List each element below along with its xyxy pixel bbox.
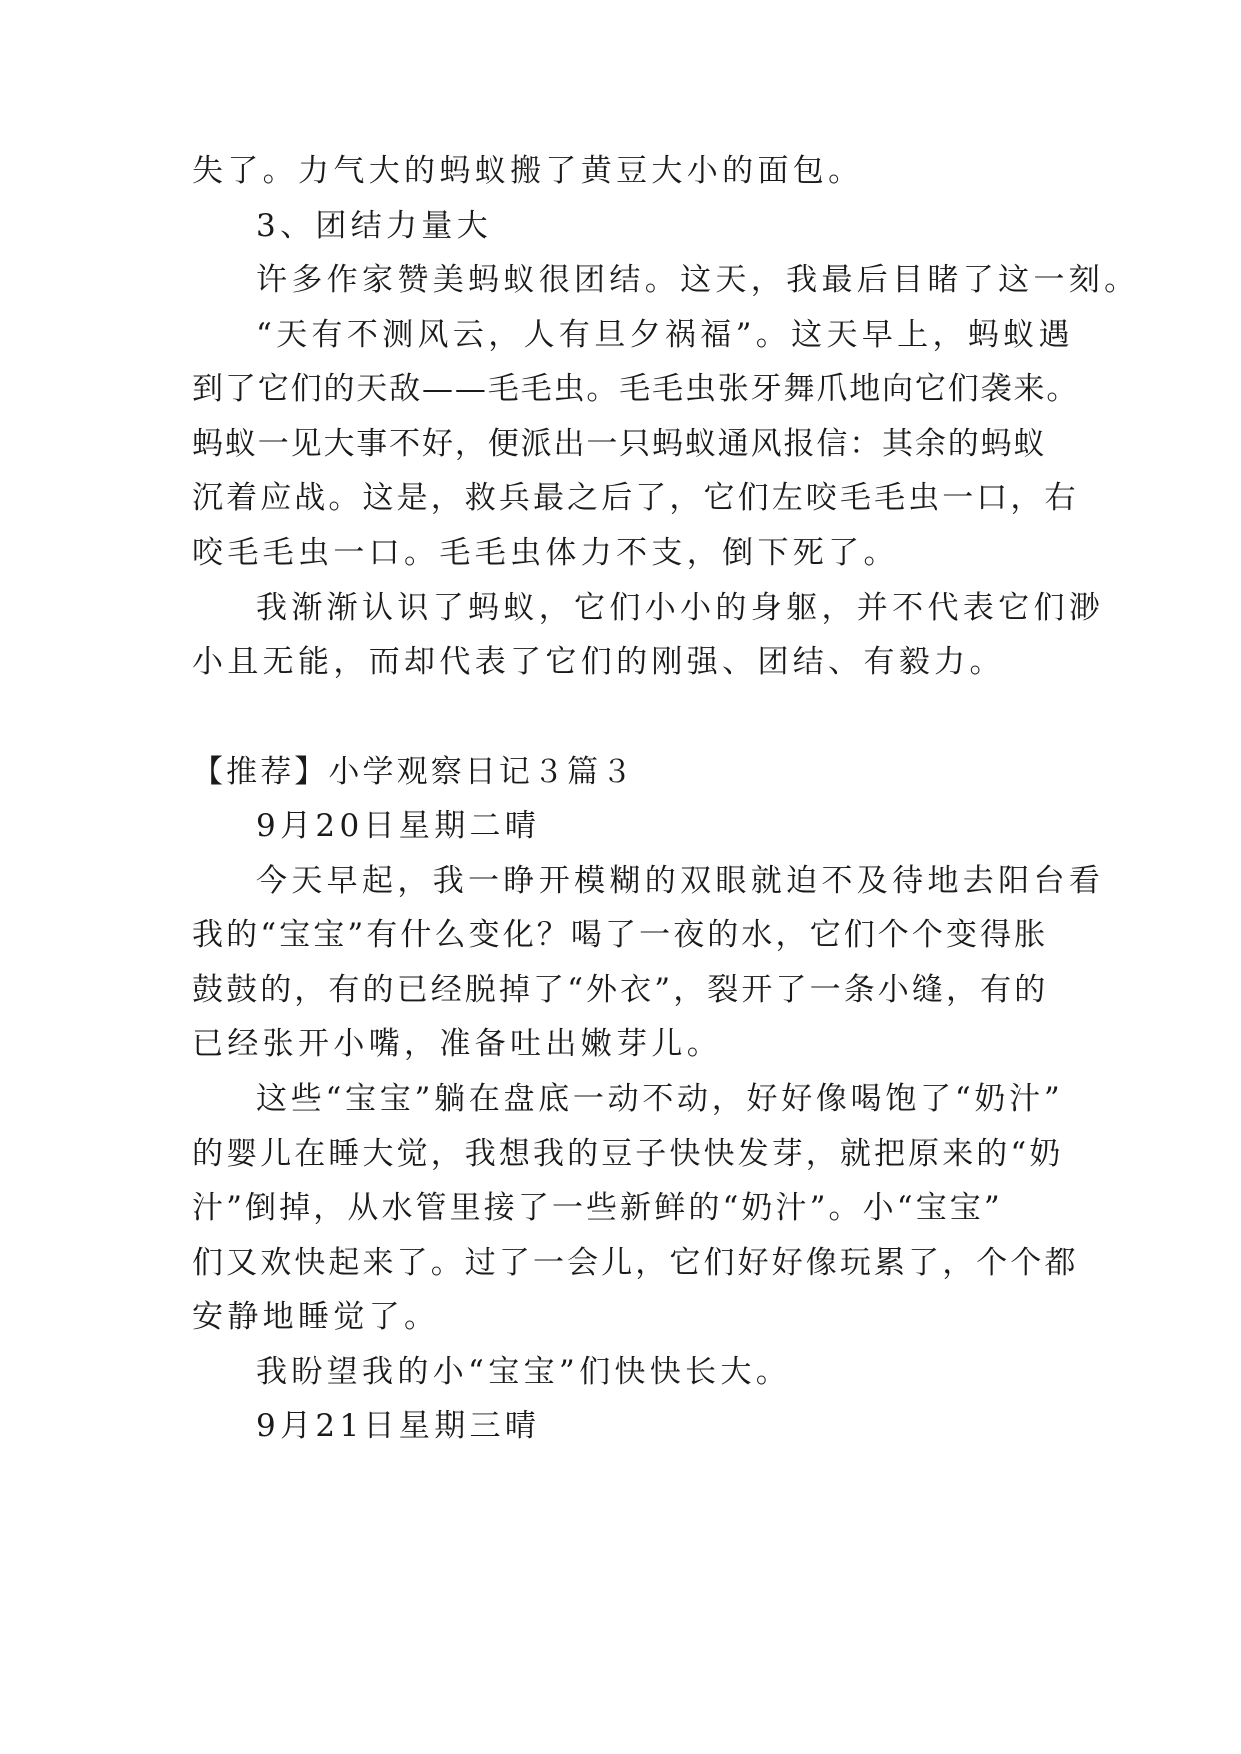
paragraph-line: 许多作家赞美蚂蚁很团结。这天，我最后目睹了这一刻。 (256, 262, 1140, 298)
article-title: 【推荐】小学观察日记３篇３ (192, 754, 636, 790)
diary-date: 9月20日星期二晴 (256, 808, 541, 844)
paragraph-line: 咬毛毛虫一口。毛毛虫体力不支，倒下死了。 (192, 535, 899, 571)
diary-date: 9月21日星期三晴 (256, 1408, 541, 1444)
paragraph-line: 鼓鼓的，有的已经脱掉了“外衣”，裂开了一条小缝，有的 (192, 972, 1049, 1008)
paragraph-line: 们又欢快起来了。过了一会儿，它们好好像玩累了，个个都 (192, 1245, 1079, 1281)
paragraph-line: 沉着应战。这是，救兵最之后了，它们左咬毛毛虫一口，右 (192, 480, 1079, 516)
paragraph-line: “天有不测风云，人有旦夕祸福”。这天早上，蚂蚁遇 (256, 317, 1074, 353)
paragraph-line: 这些“宝宝”躺在盘底一动不动，好好像喝饱了“奶汁” (256, 1081, 1064, 1117)
paragraph-line: 蚂蚁一见大事不好，便派出一只蚂蚁通风报信：其余的蚂蚁 (192, 426, 1047, 462)
paragraph-line: 失了。力气大的蚂蚁搬了黄豆大小的面包。 (192, 153, 864, 189)
paragraph-line: 的婴儿在睡大觉，我想我的豆子快快发芽，就把原来的“奶 (192, 1136, 1064, 1172)
section-heading: 3、团结力量大 (256, 208, 493, 244)
paragraph-line: 已经张开小嘴，准备吐出嫩芽儿。 (192, 1026, 723, 1062)
paragraph-line: 我盼望我的小“宝宝”们快快长大。 (256, 1354, 792, 1390)
paragraph-line: 到了它们的天敌——毛毛虫。毛毛虫张牙舞爪地向它们袭来。 (192, 371, 1080, 407)
paragraph-line: 我渐渐认识了蚂蚁，它们小小的身躯，并不代表它们渺 (256, 590, 1105, 626)
paragraph-line: 汁”倒掉，从水管里接了一些新鲜的“奶汁”。小“宝宝” (192, 1190, 1003, 1226)
paragraph-line: 今天早起，我一睁开模糊的双眼就迫不及待地去阳台看 (256, 863, 1105, 899)
paragraph-line: 安静地睡觉了。 (192, 1299, 440, 1335)
paragraph-line: 小且无能，而却代表了它们的刚强、团结、有毅力。 (192, 644, 1005, 680)
paragraph-line: 我的“宝宝”有什么变化？喝了一夜的水，它们个个变得胀 (192, 917, 1049, 953)
